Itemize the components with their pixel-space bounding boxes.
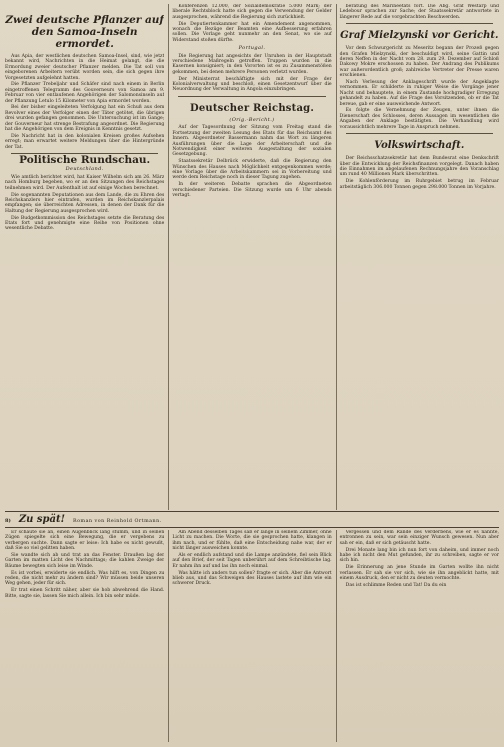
paragraph: Es ist vorbei, erwiderte sie endlich. Was hilft es, von Dingen zu reden, die nicht mehr zu ändern sind? Wir müssen beide unseren Weg gehen, jeder für sich. (5, 570, 165, 587)
section-subhead: (Orig.-Bericht.) (229, 116, 275, 123)
paragraph: Staatssekretär Delbrück erwiderte, daß die Regierung den Wünschen des Hauses nach Möglichkeit entgegenkommen werde; eine Vorlage über die Arbeitskammern sei in Vorbereitung und werde dem Reichstage noch in dieser Tagung zugehen. (172, 159, 332, 181)
paragraph: Der Reichsschatzsekretär hat dem Bundesrat eine Denkschrift über die Entwicklung der Reichsfinanzen vorgelegt. Danach haben die Einnahmen im abgelaufenen Rechnungsjahre den Voranschlag um rund 40 Millionen Mark überschritten. (339, 156, 499, 178)
paragraph: Sie wandte sich ab und trat an das Fenster. Draußen lag der Garten im matten Licht des Nachmittags; die kahlen Zweige der Bäume bewegten sich leise im Winde. (5, 553, 165, 569)
paragraph: Es folgte die Vernehmung der Zeugen, unter ihnen die Dienerschaft des Schlosses, deren Aussagen im wesentlichen die Angaben der Anklage bestätigten. Die Verhandlung wird voraussichtlich mehrere Tage in Anspruch nehmen. (339, 108, 499, 130)
paragraph: beratung des Marineetats fort. Die Abg. Graf Westarp und Ledebour sprachen zur Sache; der Staatssekretär antwortete in längerer Rede auf die vorgebrachten Beschwerden. (339, 4, 499, 20)
section-subhead: Deutschland. (65, 166, 104, 173)
paragraph: Er schaute sie an, einen Augenblick lang stumm, und in seinen Zügen spiegelte sich eine Bewegung, die er vergebens zu verbergen suchte. Dann sagte er leise: Ich habe es nicht gewußt, daß Sie so viel gelitten haben. (5, 530, 165, 552)
paragraph: Die Kohlenförderung im Ruhrgebiet betrug im Februar arbeitstäglich 306.000 Tonnen gegen 298.000 Tonnen im Vorjahre. (339, 179, 499, 190)
paragraph: Die Deputiertenkammer hat ein Amendement angenommen, wonach die Bezüge der Beamten eine Aufbesserung erfahren sollen. Die Vorlage geht nunmehr an den Senat, wo sie auf Widerstand stoßen dürfte. (172, 21, 332, 43)
section-title: Deutscher Reichstag. (189, 102, 315, 114)
column-1 (5, 4, 164, 510)
paragraph: Wie amtlich berichtet wird, hat Kaiser Wilhelm sich am 26. März nach Homburg begeben, wo er an den Sitzungen des Reichstages teilnehmen wird. Der Aufenthalt ist auf einige Wochen berechnet. (5, 174, 165, 191)
article-headline: Graf Mielzynski vor Gericht. (340, 30, 499, 42)
installment-number: 8) (5, 518, 11, 524)
paragraph: Der Ministerrat beschäftigte sich mit der Frage der Kolonialverwaltung und beschloß, einen Gesetzentwurf über die Neuordnung der Verwaltung in Angola einzubringen. (172, 76, 332, 93)
paragraph: Die Nachricht hat in den kolonialen Kreisen großes Aufsehen erregt; man erwartet weitere Meldungen über die Hintergründe der Tat. (5, 133, 165, 150)
paragraph: Vor dem Schwurgericht zu Meseritz begann der Prozeß gegen den Grafen Mielzynski, der beschuldigt wird, seine Gattin und deren Neffen in der Nacht vom 28. zum 29. Dezember auf Schloß Dakowy Mokre erschossen zu haben. Der Andrang des Publikums war außerordentlich groß; zahlreiche Vertreter der Presse waren erschienen. (339, 46, 499, 79)
paragraph: Die Budgetkommission des Reichstages setzte die Beratung des Etats fort und genehmigte eine Reihe von Positionen ohne wesentliche Debatte. (5, 215, 165, 232)
feuilleton-column-1 (5, 530, 164, 742)
paragraph: Er trat einen Schritt näher, aber sie hob abwehrend die Hand. Bitte, sagte sie, lassen Sie mich allein. Ich bin sehr müde. (5, 588, 165, 599)
column-2 (168, 4, 331, 510)
feuilleton-columns (5, 530, 499, 742)
paragraph: Die Erinnerung an jene Stunde im Garten wollte ihn nicht verlassen. Er sah sie vor sich, wie sie ihn angeblickt hatte, mit einem Ausdruck, den er nicht zu deuten vermochte. (339, 565, 499, 582)
divider (178, 96, 325, 97)
column-3 (336, 4, 499, 510)
paragraph: Die sogenannten Deputationen aus dem Lande, die zu Ehren des Reichskanzlers hier eintrafen, wurden im Reichskanzlerpalais empfangen; sie überreichten Adressen, in denen der Dank für die Haltung der Regierung ausgesprochen wird. (5, 192, 165, 214)
paragraph: Drei Monate lang bin ich nun fort von daheim, und immer noch habe ich nicht den Mut gefunden, ihr zu schreiben, sagte er vor sich hin. (339, 547, 499, 564)
feuilleton-column-2 (168, 530, 331, 742)
paragraph: Was hätte ich anders tun sollen? fragte er sich. Aber die Antwort blieb aus, und das Schweigen des Hauses lastete auf ihm wie ein schwerer Druck. (172, 570, 332, 587)
feuilleton-header (5, 512, 499, 528)
paragraph: Aus Apia, der westlichen deutschen Samoa-Insel, sind, wie jetzt bekannt wird, Nachrichten in die Heimat gelangt, die die Ermordung zweier deutscher Pflanzer melden. Die Tat soll von eingeborenen Arbeitern verübt worden sein, die sich gegen ihre Vorgesetzten aufgelehnt hatten. (5, 54, 165, 81)
paragraph: Nach Verlesung der Anklageschrift wurde der Angeklagte vernommen. Er schilderte in ruhiger Weise die Vorgänge jener Nacht und behauptete, in einem Zustande hochgradiger Erregung gehandelt zu haben. Auf die Frage des Vorsitzenden, ob er die Tat bereue, gab er eine ausweichende Antwort. (339, 80, 499, 107)
feuilleton-section (5, 511, 499, 744)
section-title: Volkswirtschaft. (374, 140, 465, 152)
paragraph: In der weiteren Debatte sprachen die Abgeordneten verschiedener Parteien. Die Sitzung wurde um 6 Uhr abends vertagt. (172, 182, 332, 198)
paragraph: Die Pflanzer Trebeljahr und Schäfer sind nach einem in Berlin eingetroffenen Telegramm des Gouverneurs von Samoa am 9. Februar von vier entlaufenen Angehörigen der Salomonsinseln auf der Pflanzung Letulo 15 Kilometer von Apia ermordet worden. (5, 82, 165, 104)
article-headline: Zwei deutsche Pflanzer auf den Samoa-Inseln ermordet. (5, 14, 164, 50)
divider (346, 133, 493, 134)
paragraph: Auf der Tagesordnung der Sitzung vom Freitag stand die Fortsetzung der zweiten Lesung des Etats für das Reichsamt des Innern. Abgeordneter Bassermann nahm das Wort zu längeren Ausführungen über die Lage der Arbeiterschaft und die Notwendigkeit einer weiteren Ausgestaltung der sozialen Gesetzgebung. (172, 125, 332, 158)
paragraph: Am Abend desselben Tages saß er lange in seinem Zimmer, ohne Licht zu machen. Die Worte, die sie gesprochen hatte, klangen in ihm nach, und er fühlte, daß eine Entscheidung nahe war, der er nicht länger ausweichen konnte. (172, 530, 332, 552)
paragraph: Bei der bisher eingeleiteten Verfolgung hat ein Schuß aus dem Revolver eines der Verfolger einen der Täter getötet, die übrigen drei wurden gefangen genommen. Die Untersuchung ist im Gange; der Gouverneur hat strenge Bestrafung angeordnet. Die Regierung hat die Angehörigen von dem Ereignis in Kenntnis gesetzt. (5, 105, 165, 133)
news-columns (5, 4, 499, 510)
divider (346, 23, 493, 24)
paragraph: Die Regierung hat angesichts der Unruhen in der Hauptstadt verschiedene Maßregeln getroffen. Truppen wurden in die Kasernen konsigniert; in den Vororten ist es zu Zusammenstößen gekommen, bei denen mehrere Personen verletzt wurden. (172, 53, 332, 75)
feuilleton-author: Roman von Reinhold Ortmann. (73, 519, 162, 524)
feuilleton-title: Zu spät! (18, 514, 66, 525)
paragraph: Das ist schlimme Reden und Tat! Da du ein (345, 582, 447, 588)
feuilleton-column-3 (336, 530, 499, 742)
paragraph: Vergessen und dem Rande des Verderbens, wie er es nannte, entronnen zu sein, war sein einziger Wunsch gewesen. Nun aber sah er ein, daß er sich getäuscht hatte. (339, 530, 499, 546)
section-subhead: Portugal. (238, 45, 266, 52)
paragraph: Konferenzen 12.000, der Sozialdemokratie 5.000 Mark; der liberale Rechtsblock hatte sich gegen die Verwendung der Gelder ausgesprochen, während die Regierung sich zurückhielt. (172, 4, 332, 20)
section-title: Politische Rundschau. (19, 154, 151, 167)
paragraph: Als er endlich aufstand und die Lampe anzündete, fiel sein Blick auf den Brief, der seit Tagen unberührt auf dem Schreibtische lag. Er nahm ihn auf und las ihn noch einmal. (172, 553, 332, 569)
